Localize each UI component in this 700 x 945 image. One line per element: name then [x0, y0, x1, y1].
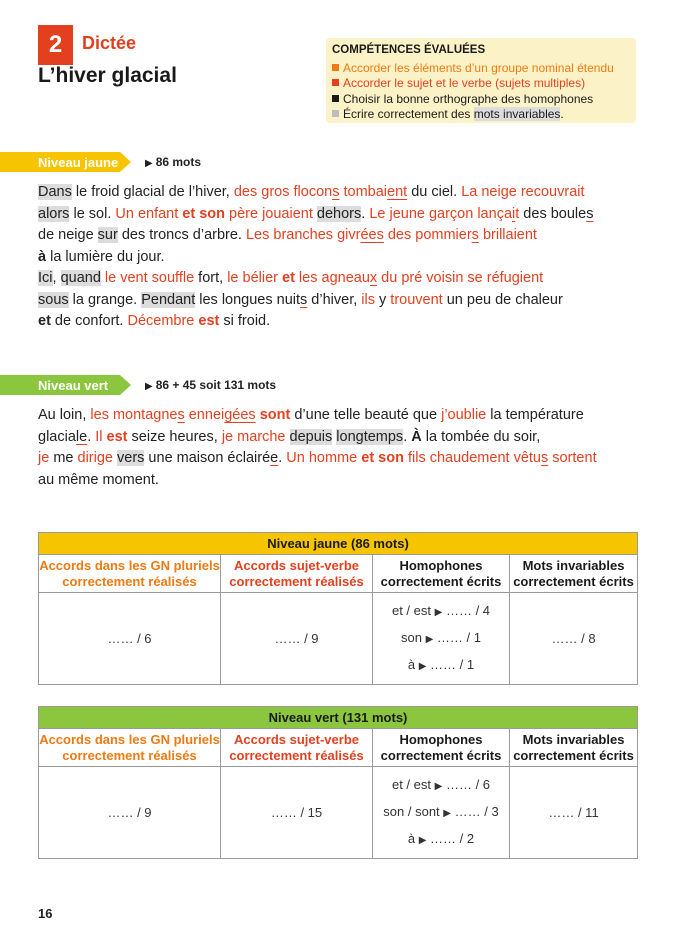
score-cell-invariables: …… / 8 [510, 593, 638, 685]
homophone-row: et / est ▶ …… / 6 [391, 777, 491, 792]
competence-item [332, 107, 630, 123]
competences-title: COMPÉTENCES ÉVALUÉES [332, 44, 486, 56]
column-header: Mots invariables correctement écrits [510, 729, 638, 767]
homophone-row: à ▶ …… / 1 [407, 657, 475, 672]
exercise-number: 2 [38, 25, 73, 65]
word-count-vert [145, 378, 276, 392]
column-header: Accords sujet-verbe correctement réalisés [221, 729, 373, 767]
competences-box [326, 38, 636, 123]
homophone-row: à ▶ …… / 2 [407, 831, 475, 846]
table-caption: Niveau vert (131 mots) [39, 707, 638, 729]
homophone-row: son / sont ▶ …… / 3 [383, 804, 499, 819]
competence-text: Accorder le sujet et le verbe (sujets multiples) [343, 76, 586, 90]
black-square-icon [332, 95, 339, 102]
level-bar-jaune [0, 152, 131, 172]
text-line: au même moment. [38, 471, 159, 488]
level-arrow-icon [120, 152, 131, 172]
score-cell-homophones [373, 593, 510, 685]
table-caption: Niveau jaune (86 mots) [39, 533, 638, 555]
competence-item [332, 92, 630, 108]
competence-text: . [560, 107, 564, 121]
level-bar-vert [0, 375, 131, 395]
play-arrow-icon: ▶ [418, 661, 427, 672]
word-count-text: 86 mots [155, 155, 202, 169]
column-header: Accords sujet-verbe correctement réalisés [221, 555, 373, 593]
play-arrow-icon: ▶ [443, 808, 451, 819]
score-cell-homophones [373, 767, 510, 859]
word-count-jaune [145, 155, 201, 169]
score-cell-sv: …… / 9 [221, 593, 373, 685]
play-arrow-icon: ▶ [418, 835, 427, 846]
section-label: Dictée [82, 33, 137, 53]
text-line: à la lumière du jour. [38, 248, 165, 265]
text-line: glaciale. Il est seize heures, je marche depuis longtemps. À la tombée du soir, [38, 428, 541, 445]
text-line: sous la grange. Pendant les longues nuits d’hiver, ils y trouvent un peu de chaleur [38, 291, 563, 308]
competence-text: Choisir la bonne orthographe des homophones [343, 91, 594, 106]
competence-item [332, 76, 630, 92]
play-arrow-icon: ▶ [145, 381, 153, 392]
score-cell-gn: …… / 9 [39, 767, 221, 859]
dictation-text-jaune [38, 182, 593, 333]
homophone-row: son ▶ …… / 1 [401, 630, 481, 645]
column-header: Homophones correctement écrits [373, 555, 510, 593]
play-arrow-icon: ▶ [425, 634, 434, 645]
gray-square-icon [332, 110, 339, 117]
text-line: de neige sur des troncs d’arbre. Les branches givrées des pommiers brillaient [38, 227, 537, 243]
text-line: Ici, quand le vent souffle fort, le bélier et les agneaux du pré voisin se réfugient [38, 270, 544, 286]
homophone-row: et / est ▶ …… / 4 [391, 603, 491, 618]
competence-highlight: mots invariables [473, 107, 561, 121]
play-arrow-icon: ▶ [145, 158, 153, 169]
score-cell-sv: …… / 15 [221, 767, 373, 859]
word-count-text: 86 + 45 soit 131 mots [155, 378, 277, 392]
play-arrow-icon: ▶ [434, 607, 443, 618]
column-header: Mots invariables correctement écrits [510, 555, 638, 593]
competence-item [332, 61, 630, 77]
column-header: Homophones correctement écrits [373, 729, 510, 767]
text-line: Dans le froid glacial de l’hiver, des gros flocons tombaient du ciel. La neige recouvrait [38, 184, 585, 200]
score-cell-gn: …… / 6 [39, 593, 221, 685]
text-line: et de confort. Décembre est si froid. [38, 313, 271, 329]
orange-square-icon [332, 64, 339, 71]
competence-text: Écrire correctement des [343, 107, 474, 121]
red-square-icon [332, 79, 339, 86]
score-cell-invariables: …… / 11 [510, 767, 638, 859]
text-line: alors le sol. Un enfant et son père jouaient dehors. Le jeune garçon lançait des boules [38, 205, 594, 222]
level-arrow-icon [120, 375, 131, 395]
page-number: 16 [38, 906, 53, 921]
column-header: Accords dans les GN pluriels correctement réalisés [39, 555, 221, 593]
competence-text: Accorder les éléments d’un groupe nominal étendu [343, 60, 614, 75]
play-arrow-icon: ▶ [434, 781, 443, 792]
text-line: Au loin, les montagnes enneigées sont d’une telle beauté que j’oublie la température [38, 407, 584, 423]
level-label-jaune: Niveau jaune [0, 152, 120, 172]
page-title: L’hiver glacial [38, 64, 177, 87]
column-header: Accords dans les GN pluriels correctement réalisés [39, 729, 221, 767]
score-table-vert [38, 706, 638, 859]
text-line: je me dirige vers une maison éclairée. Un homme et son fils chaudement vêtus sortent [38, 450, 597, 466]
score-table-jaune [38, 532, 638, 685]
level-label-vert: Niveau vert [0, 375, 120, 395]
dictation-text-vert [38, 405, 597, 491]
